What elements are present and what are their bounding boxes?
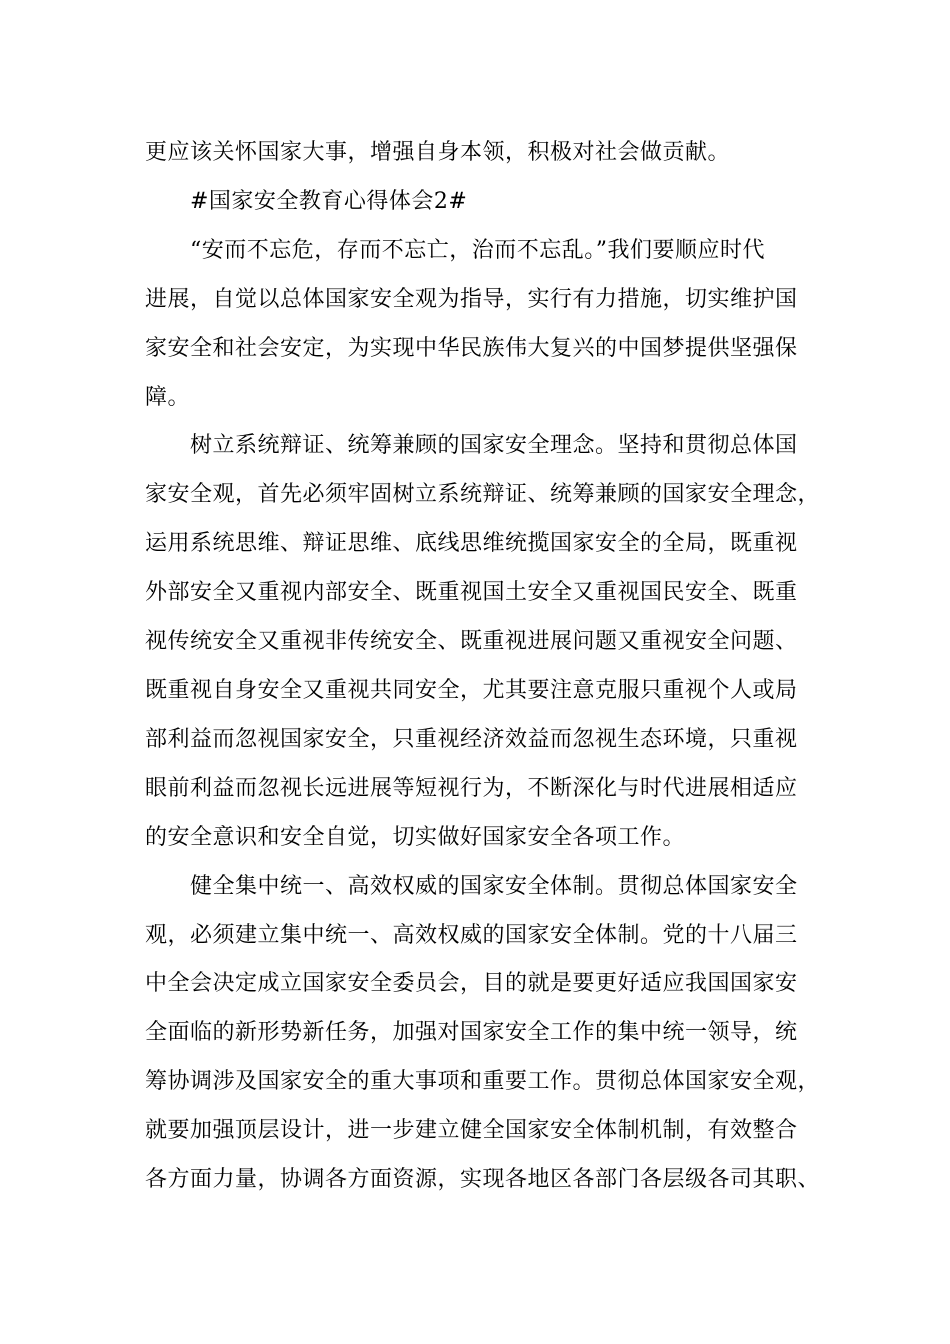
text-line: 的安全意识和安全自觉，切实做好国家安全各项工作。 [145,824,686,850]
text-line: 筹协调涉及国家安全的重大事项和重要工作。贯彻总体国家安全观， [145,1069,821,1095]
paragraph-4 [145,422,825,862]
text-line: 更应该关怀国家大事，增强自身本领，积极对社会做贡献。 [145,140,731,165]
text-line: 中全会决定成立国家安全委员会，目的就是要更好适应我国国家安 [145,971,798,997]
text-line: 视传统安全又重视非传统安全、既重视进展问题又重视安全问题、 [145,629,798,655]
paragraph-1 [145,129,825,178]
text-line: 运用系统思维、辩证思维、底线思维统揽国家安全的全局，既重视 [145,531,798,557]
text-line: 各方面力量，协调各方面资源，实现各地区各部门各层级各司其职、 [145,1167,821,1193]
text-line: “安而不忘危，存而不忘亡，治而不忘乱。”我们要顺应时代 [190,237,765,263]
document-body [145,129,825,1205]
text-line: 眼前利益而忽视长远进展等短视行为，不断深化与时代进展相适应 [145,775,798,801]
text-line: 全面临的新形势新任务，加强对国家安全工作的集中统一领导，统 [145,1020,798,1046]
text-line: 就要加强顶层设计，进一步建立健全国家安全体制机制，有效整合 [145,1118,798,1144]
paragraph-3 [145,227,825,423]
text-line: 观，必须建立集中统一、高效权威的国家安全体制。党的十八届三 [145,922,798,948]
text-line: 部利益而忽视国家安全，只重视经济效益而忽视生态环境，只重视 [145,726,798,752]
paragraph-heading-2 [145,178,825,227]
section-heading: #国家安全教育心得体会2# [190,188,468,214]
paragraph-5 [145,863,825,1205]
text-line: 障。 [145,384,191,410]
text-line: 家安全观，首先必须牢固树立系统辩证、统筹兼顾的国家安全理念， [145,482,821,508]
text-line: 健全集中统一、高效权威的国家安全体制。贯彻总体国家安全 [190,873,798,899]
text-line: 既重视自身安全又重视共同安全，尤其要注意克服只重视个人或局 [145,677,798,703]
text-line: 树立系统辩证、统筹兼顾的国家安全理念。坚持和贯彻总体国 [190,433,798,459]
text-line: 进展，自觉以总体国家安全观为指导，实行有力措施，切实维护国 [145,286,798,312]
text-line: 家安全和社会安定，为实现中华民族伟大复兴的中国梦提供坚强保 [145,335,798,361]
text-line: 外部安全又重视内部安全、既重视国土安全又重视国民安全、既重 [145,580,798,606]
